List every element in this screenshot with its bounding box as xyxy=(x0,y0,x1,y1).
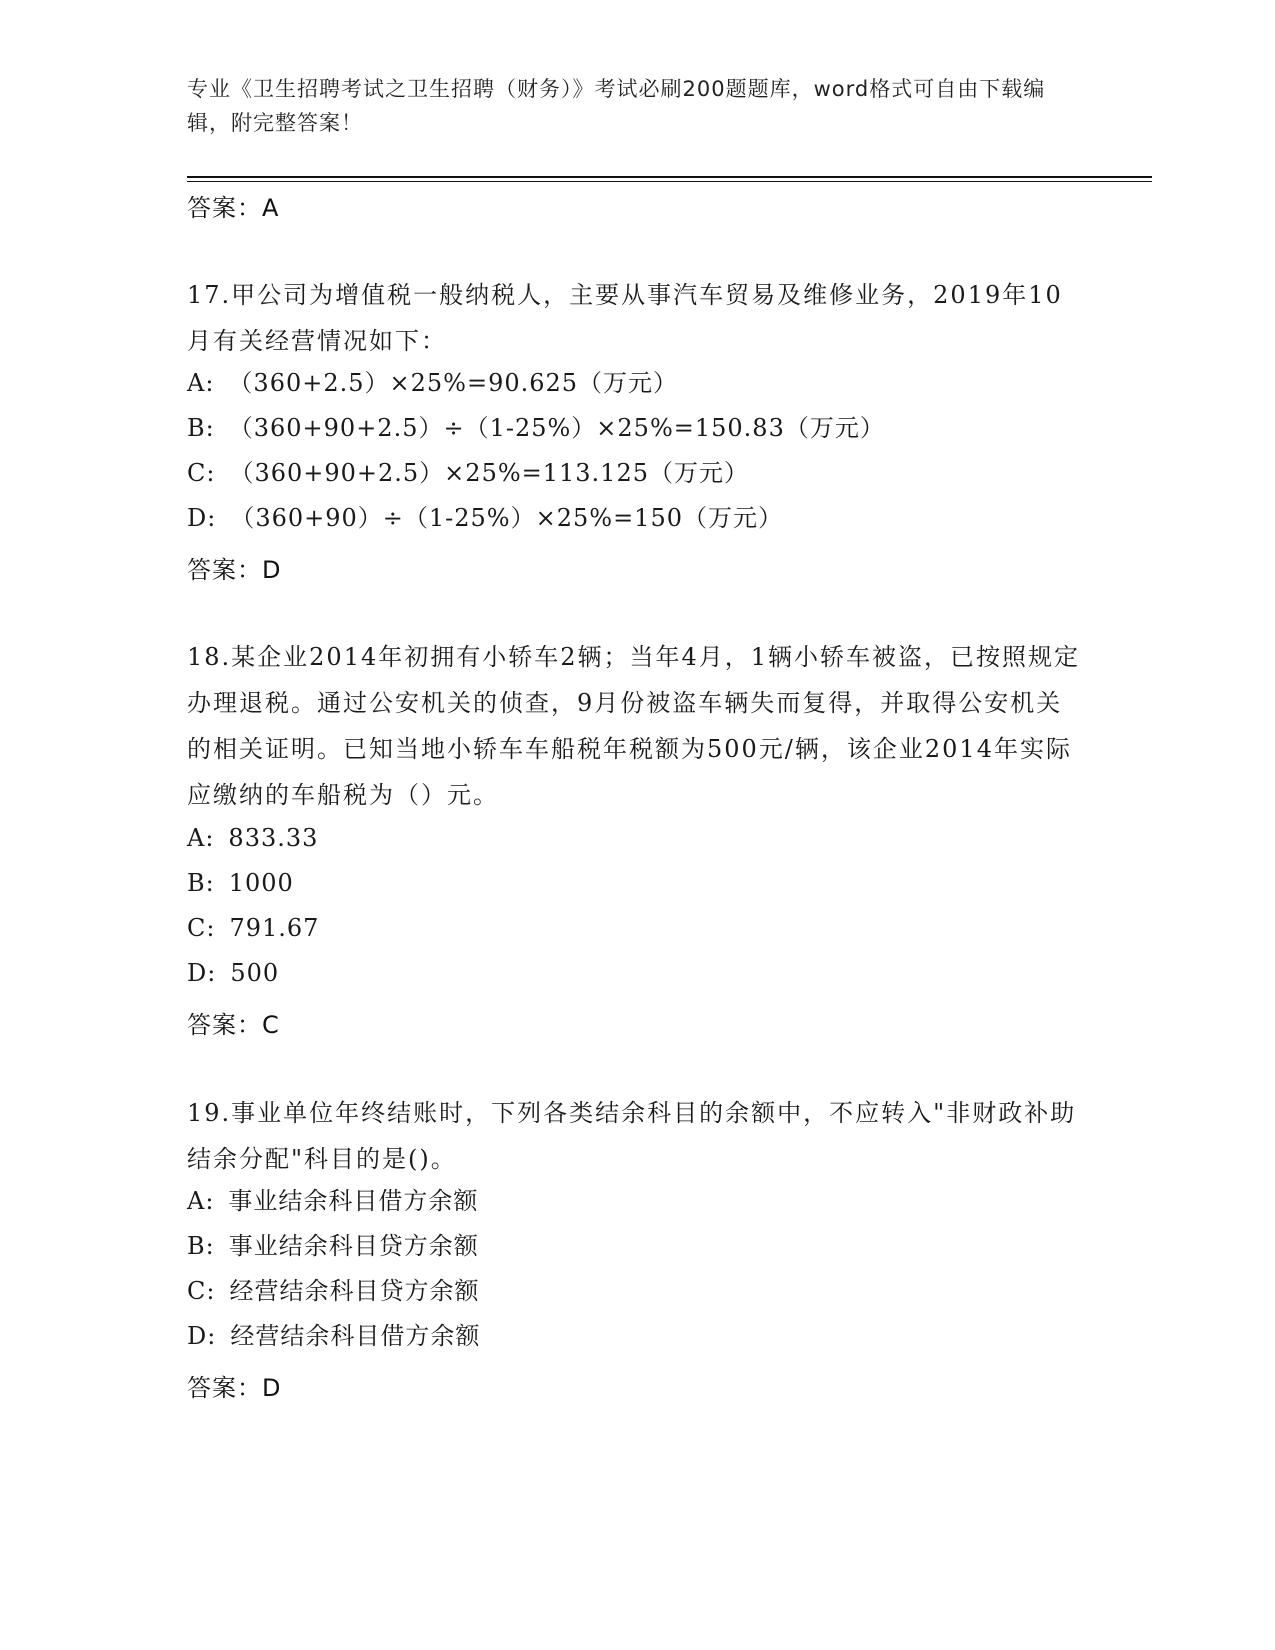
option-text: 833.33 xyxy=(228,824,319,852)
option-label: B: xyxy=(187,869,215,897)
option-label: B: xyxy=(187,414,215,442)
question-17-stem: 17.甲公司为增值税一般纳税人，主要从事汽车贸易及维修业务，2019年10月有关经营情况如下： xyxy=(187,281,1063,355)
question-18-stem: 18.某企业2014年初拥有小轿车2辆；当年4月，1辆小轿车被盗，已按照规定办理退税。通过公安机关的侦查，9月份被盗车辆失而复得，并取得公安机关的相关证明。已知当地小轿车车船税年税额为500元/辆，该企业2014年实际应缴纳的车船税为（）元。 xyxy=(187,643,1081,809)
question-17-option-a xyxy=(187,360,678,406)
option-label: A: xyxy=(187,369,215,397)
question-19-option-a xyxy=(187,1178,478,1224)
option-label: D: xyxy=(187,1322,217,1350)
option-label: B: xyxy=(187,1232,215,1260)
question-18-answer: 答案：C xyxy=(187,1011,280,1039)
header-divider-thin xyxy=(187,181,1152,182)
question-17-answer: 答案：D xyxy=(187,556,282,584)
question-19-option-c xyxy=(187,1268,479,1314)
option-text: 事业结余科目贷方余额 xyxy=(228,1232,479,1260)
option-text: 500 xyxy=(230,959,280,987)
question-19-option-d xyxy=(187,1313,480,1359)
question-17-option-c xyxy=(187,450,749,496)
option-label: A: xyxy=(187,1187,215,1215)
document-header: 专业《卫生招聘考试之卫生招聘（财务）》考试必刷200题题库，word格式可自由下载编辑，附完整答案！ xyxy=(187,77,1046,135)
question-19-answer: 答案：D xyxy=(187,1374,282,1402)
option-text: （360+90+2.5）×25%=113.125（万元） xyxy=(229,459,749,487)
option-text: 791.67 xyxy=(229,914,320,942)
option-label: D: xyxy=(187,959,217,987)
option-text: 事业结余科目借方余额 xyxy=(228,1187,479,1215)
header-divider-thick xyxy=(187,176,1152,178)
question-19-stem: 19.事业单位年终结账时，下列各类结余科目的余额中，不应转入"非财政补助结余分配"科目的是()。 xyxy=(187,1099,1077,1173)
option-label: A: xyxy=(187,824,215,852)
option-label: D: xyxy=(187,504,217,532)
question-18-option-a xyxy=(187,815,318,861)
question-18-option-b xyxy=(187,860,294,906)
question-17-option-b xyxy=(187,405,885,451)
previous-answer: 答案：A xyxy=(187,194,280,222)
option-label: C: xyxy=(187,1277,216,1305)
option-label: C: xyxy=(187,459,216,487)
option-label: C: xyxy=(187,914,216,942)
question-17-option-d xyxy=(187,495,783,541)
question-18-option-d xyxy=(187,950,279,996)
option-text: （360+2.5）×25%=90.625（万元） xyxy=(228,369,679,397)
option-text: 经营结余科目贷方余额 xyxy=(229,1277,480,1305)
question-19-option-b xyxy=(187,1223,479,1269)
option-text: （360+90）÷（1-25%）×25%=150（万元） xyxy=(230,504,783,532)
option-text: （360+90+2.5）÷（1-25%）×25%=150.83（万元） xyxy=(228,414,885,442)
question-18-option-c xyxy=(187,905,319,951)
option-text: 经营结余科目借方余额 xyxy=(230,1322,481,1350)
option-text: 1000 xyxy=(228,869,294,897)
